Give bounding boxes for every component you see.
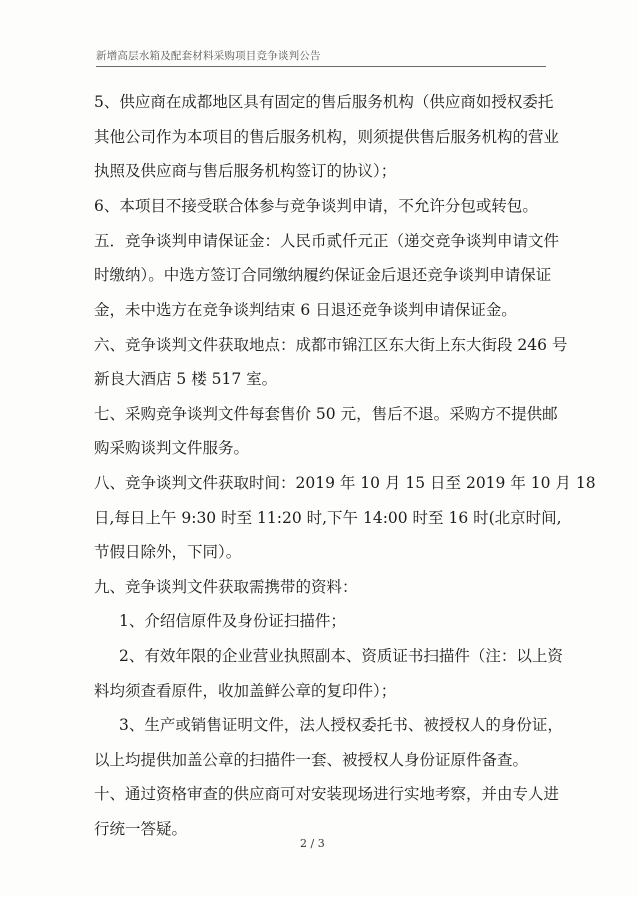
text-line: 行统一答疑。 xyxy=(94,820,188,838)
text-line: 新良大酒店 5 楼 517 室。 xyxy=(94,370,278,388)
page-number: 2 / 3 xyxy=(300,837,325,850)
text-line: 日,每日上午 9:30 时至 11:20 时,下午 14:00 时至 16 时(北京时间, xyxy=(94,509,562,527)
text-line: 九、竞争谈判文件获取需携带的资料： xyxy=(94,578,358,596)
text-line: 执照及供应商与售后服务机构签订的协议）； xyxy=(94,162,397,180)
text-line: 以上均提供加盖公章的扫描件一套、被授权人身份证原件备查。 xyxy=(94,751,529,769)
text-line: 2、有效年限的企业营业执照副本、资质证书扫描件（注：以上资 xyxy=(119,647,563,665)
page-header xyxy=(96,44,546,67)
text-line: 6、本项目不接受联合体参与竞争谈判申请，不允许分包或转包。 xyxy=(94,197,538,215)
text-line: 其他公司作为本项目的售后服务机构，则须提供售后服务机构的营业 xyxy=(94,128,560,146)
text-line: 八、竞争谈判文件获取时间：2019 年 10 月 15 日至 2019 年 10 月 18 xyxy=(94,474,596,492)
text-line: 十、通过资格审查的供应商可对安装现场进行实地考察，并由专人进 xyxy=(94,785,560,803)
text-line: 3、生产或销售证明文件，法人授权委托书、被授权人的身份证， xyxy=(119,716,563,734)
text-line: 七、采购竞争谈判文件每套售价 50 元，售后不退。采购方不提供邮 xyxy=(94,405,558,423)
text-line: 购采购谈判文件服务。 xyxy=(94,439,250,457)
text-line: 金，未中选方在竞争谈判结束 6 日退还竞争谈判申请保证金。 xyxy=(94,301,517,319)
text-line: 1、介绍信原件及身份证扫描件； xyxy=(119,612,346,630)
header-title: 新增高层水箱及配套材料采购项目竞争谈判公告 xyxy=(96,50,321,62)
text-line: 节假日除外，下同）。 xyxy=(94,543,242,561)
text-line: 六、竞争谈判文件获取地点：成都市锦江区东大街上东大街段 246 号 xyxy=(94,336,568,354)
text-line: 5、供应商在成都地区具有固定的售后服务机构（供应商如授权委托 xyxy=(94,93,554,111)
text-line: 五．竞争谈判申请保证金：人民币贰仟元正（递交竞争谈判申请文件 xyxy=(94,232,560,250)
text-line: 料均须查看原件，收加盖鲜公章的复印件）； xyxy=(94,682,397,700)
text-line: 时缴纳）。中选方签订合同缴纳履约保证金后退还竞争谈判申请保证 xyxy=(94,266,552,284)
